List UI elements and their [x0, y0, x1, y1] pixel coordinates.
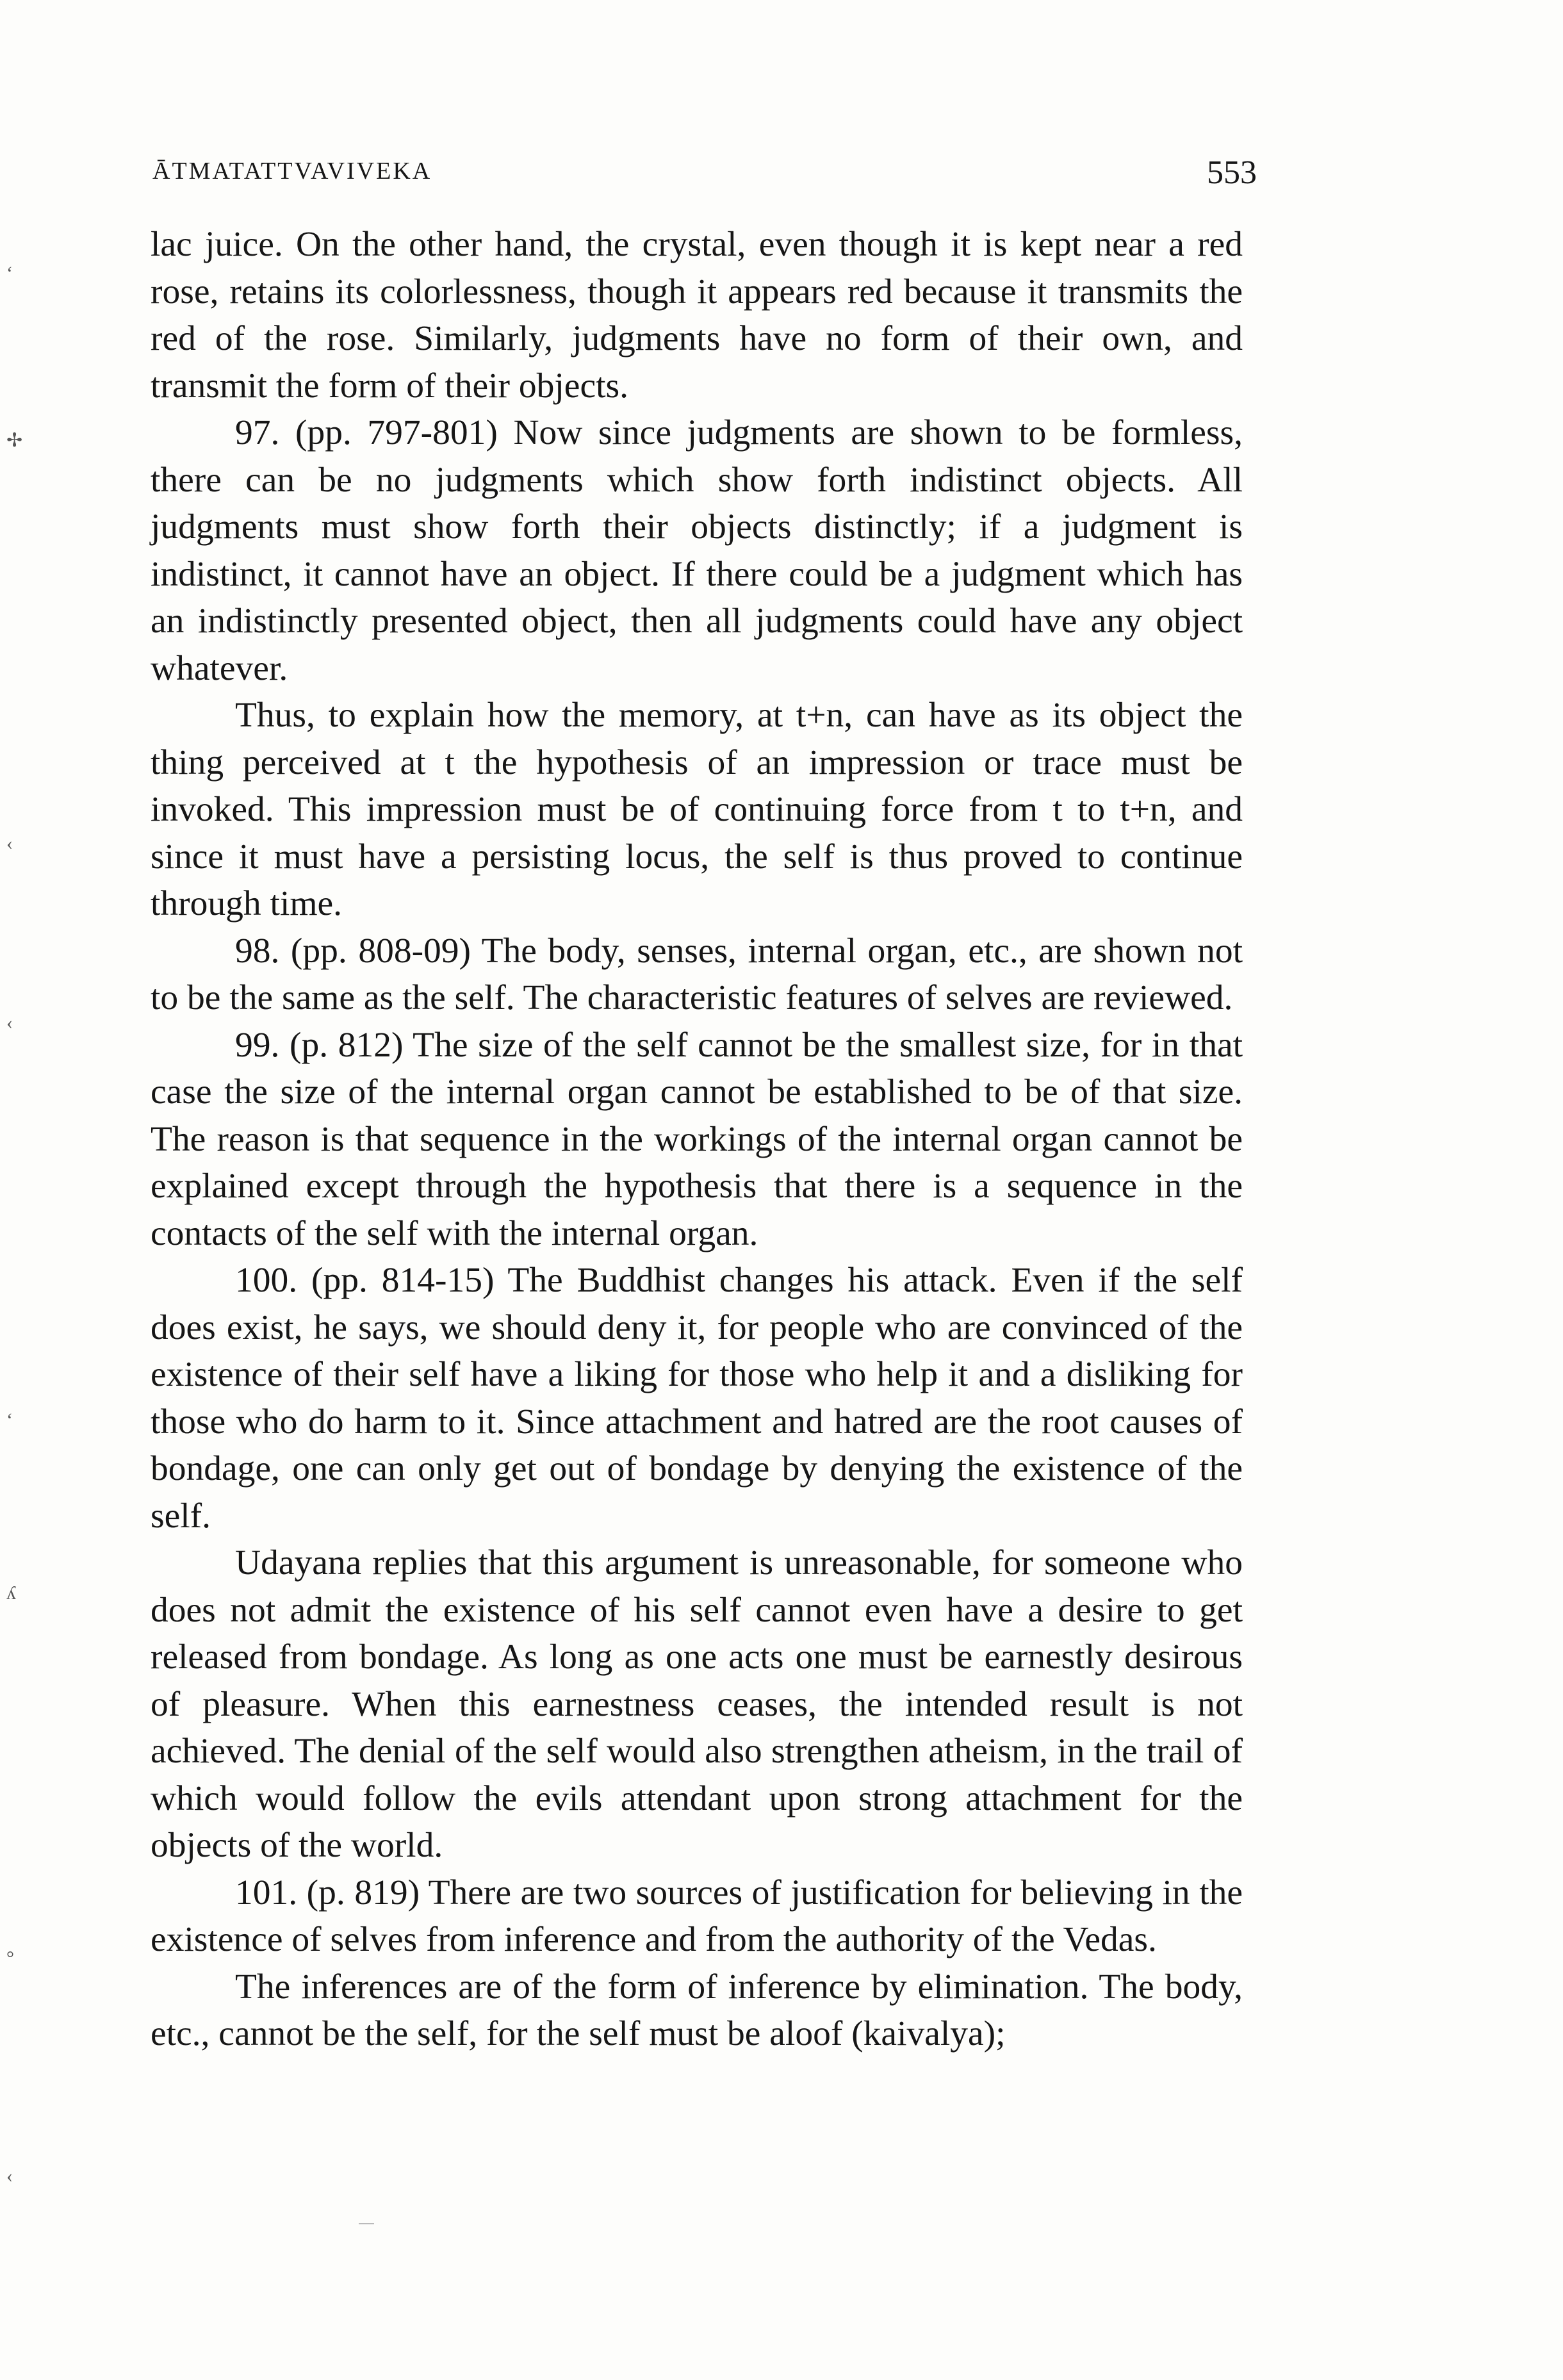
paragraph-100: 100. (pp. 814-15) The Buddhist changes his attack. Even if the self does exist, he says, we should deny it, for people who are convinced of the existence of their self have a liking for those who help it and a disliking for those who do harm to it. Since attachment and hatred are the root causes of bondage, one can only get out of bondage by denying the existence of the self. [151, 1261, 1243, 1536]
paragraph-99: 99. (p. 812) The size of the self cannot be the smallest size, for in that case the size of the internal organ cannot be established to be of that size. The reason is that sequence in the workings of the internal organ cannot be explained except through the hypothesis that there is a sequence in the contacts of the self with the internal organ. [151, 1025, 1243, 1253]
body-text [151, 221, 1243, 2058]
margin-mark-icon: ‹ [6, 2165, 13, 2187]
margin-mark-icon: ° [6, 1948, 14, 1969]
page-number: 553 [1207, 154, 1257, 191]
margin-mark-icon: ‘ [6, 1409, 13, 1431]
paragraph: lac juice. On the other hand, the crystal, even though it is kept near a red rose, retains its colorlessness, though it appears red because it transmits the red of the rose. Similarly, judgments have no form of their own, and transmit the form of their objects. [151, 225, 1243, 406]
margin-mark-icon: ‹ [6, 833, 13, 854]
paragraph-inferences: The inferences are of the form of inference by elimination. The body, etc., cannot be the self, for the self must be aloof (kaivalya); [151, 1967, 1243, 2053]
paragraph-101: 101. (p. 819) There are two sources of justification for believing in the existence of selves from inference and from the authority of the Vedas. [151, 1873, 1243, 1959]
margin-mark-icon: ‘ [6, 263, 13, 284]
paragraph-98: 98. (pp. 808-09) The body, senses, internal organ, etc., are shown not to be the same as the self. The characteristic features of selves are reviewed. [151, 931, 1243, 1017]
running-head: ĀTMATATTVAVIVEKA [152, 158, 432, 185]
paragraph-udayana: Udayana replies that this argument is unreasonable, for someone who does not admit the existence of his self cannot even have a desire to get released from bondage. As long as one acts one must be earnestly desirous of pleasure. When this earnestness ceases, the intended result is not achieved. The denial of the self would also strengthen atheism, in the trail of which would follow the evils attendant upon strong attachment for the objects of the world. [151, 1543, 1243, 1865]
margin-mark-icon: ‹ [6, 1012, 13, 1033]
margin-mark-icon: ✢ [6, 430, 23, 451]
paragraph-97: 97. (pp. 797-801) Now since judgments are shown to be formless, there can be no judgments which show forth indistinct objects. All judgments must show forth their objects distinctly; if a judgment is indistinct, it cannot have an object. If there could be a judgment which has an indistinctly presented object, then all judgments could have any object whatever. [151, 413, 1243, 688]
margin-mark-icon: ʎ [6, 1582, 16, 1604]
footer-mark [359, 2223, 374, 2224]
paragraph-memory: Thus, to explain how the memory, at t+n, can have as its object the thing perceived at t the hypothesis of an impression or trace must be invoked. This impression must be of continuing force from t to t+n, and since it must have a persisting locus, the self is thus proved to continue through time. [151, 696, 1243, 923]
